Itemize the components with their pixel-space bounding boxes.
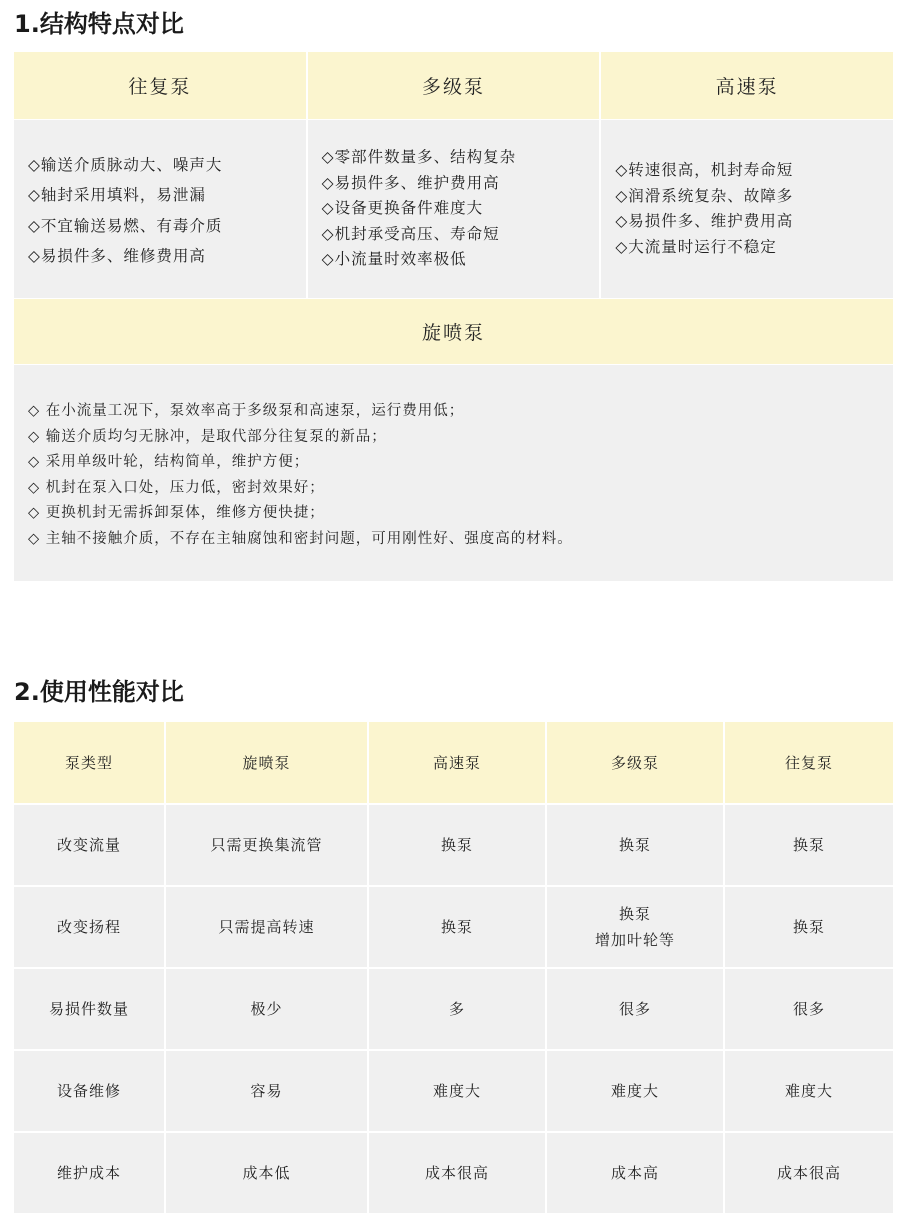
table-cell: 很多 [545, 967, 723, 1049]
table-row [14, 1049, 893, 1131]
feature-item: ◇易损件多、维护费用高 [321, 173, 500, 192]
feature-item: ◇不宜输送易燃、有毒介质 [28, 216, 223, 235]
table-cell: 只需更换集流管 [164, 803, 367, 885]
table-header-cell: 泵类型 [14, 722, 164, 803]
feature-item: ◇ 输送介质均匀无脉冲，是取代部分往复泵的新品； [28, 428, 387, 445]
table-cell: 成本很高 [723, 1131, 893, 1213]
table-cell: 换泵 [367, 803, 545, 885]
table-cell: 难度大 [545, 1049, 723, 1131]
structure-header-row [14, 52, 893, 119]
table-cell: 设备维修 [14, 1049, 164, 1131]
table-cell: 维护成本 [14, 1131, 164, 1213]
table-cell: 易损件数量 [14, 967, 164, 1049]
table-cell: 改变扬程 [14, 885, 164, 967]
table-cell: 极少 [164, 967, 367, 1049]
table-cell-line: 增加叶轮等 [594, 931, 675, 949]
table-cell: 很多 [723, 967, 893, 1049]
table-cell: 难度大 [723, 1049, 893, 1131]
table-cell: 成本很高 [367, 1131, 545, 1213]
feature-item: ◇ 机封在泵入口处，压力低，密封效果好； [28, 479, 325, 496]
feature-item: ◇易损件多、维护费用高 [615, 212, 794, 230]
table-cell: 难度大 [367, 1049, 545, 1131]
feature-item: ◇设备更换备件难度大 [321, 199, 484, 218]
table-cell: 换泵 [723, 803, 893, 885]
table-row [14, 803, 893, 885]
table-cell: 换泵 [367, 885, 545, 967]
table-cell: 成本高 [545, 1131, 723, 1213]
feature-item: ◇大流量时运行不稳定 [615, 237, 777, 256]
table-header-cell: 旋喷泵 [164, 722, 367, 803]
table-row [14, 967, 893, 1049]
feature-item: ◇零部件数量多、结构复杂 [321, 148, 517, 167]
feature-item: ◇易损件多、维修费用高 [28, 247, 206, 265]
col-header-multistage-pump: 多级泵 [306, 52, 600, 119]
feature-item: ◇ 更换机封无需拆卸泵体，维修方便快捷； [28, 505, 325, 521]
performance-table [14, 722, 893, 1213]
table-cell: 换泵 [545, 803, 723, 885]
multistage-pump-features [306, 120, 600, 298]
table-cell-line: 换泵 [618, 905, 651, 923]
feature-item: ◇转速很高，机封寿命短 [615, 161, 794, 179]
table-cell: 改变流量 [14, 803, 164, 885]
feature-item: ◇ 在小流量工况下，泵效率高于多级泵和高速泵，运行费用低； [28, 403, 465, 419]
table-cell: 换泵 [723, 885, 893, 967]
structure-body-row [14, 120, 893, 298]
jet-pump-header: 旋喷泵 [14, 299, 893, 364]
table-cell: 成本低 [164, 1131, 367, 1213]
feature-item: ◇润滑系统复杂、故障多 [615, 186, 794, 205]
feature-item: ◇机封承受高压、寿命短 [321, 224, 500, 243]
table-header-cell: 多级泵 [545, 722, 723, 803]
table-cell: 多 [367, 967, 545, 1049]
table-cell [545, 885, 723, 967]
table-row [14, 1131, 893, 1213]
table-row [14, 885, 893, 967]
table-header-cell: 高速泵 [367, 722, 545, 803]
highspeed-pump-features [599, 120, 893, 298]
table-header-cell: 往复泵 [723, 722, 893, 803]
section1-title: 1.结构特点对比 [14, 10, 184, 38]
table-cell: 只需提高转速 [164, 885, 367, 967]
section2-title: 2.使用性能对比 [14, 678, 184, 706]
table-header-row [14, 722, 893, 803]
feature-item: ◇输送介质脉动大、噪声大 [28, 155, 223, 174]
feature-item: ◇小流量时效率极低 [321, 250, 467, 269]
feature-item: ◇ 采用单级叶轮，结构简单，维护方便； [28, 454, 310, 470]
col-header-highspeed-pump: 高速泵 [599, 52, 893, 119]
jet-pump-features [14, 365, 893, 581]
table-cell: 容易 [164, 1049, 367, 1131]
col-header-reciprocating-pump: 往复泵 [14, 52, 306, 119]
reciprocating-pump-features [14, 120, 306, 298]
feature-item: ◇ 主轴不接触介质，不存在主轴腐蚀和密封问题，可用刚性好、强度高的材料。 [28, 530, 573, 547]
feature-item: ◇轴封采用填料，易泄漏 [28, 186, 206, 204]
